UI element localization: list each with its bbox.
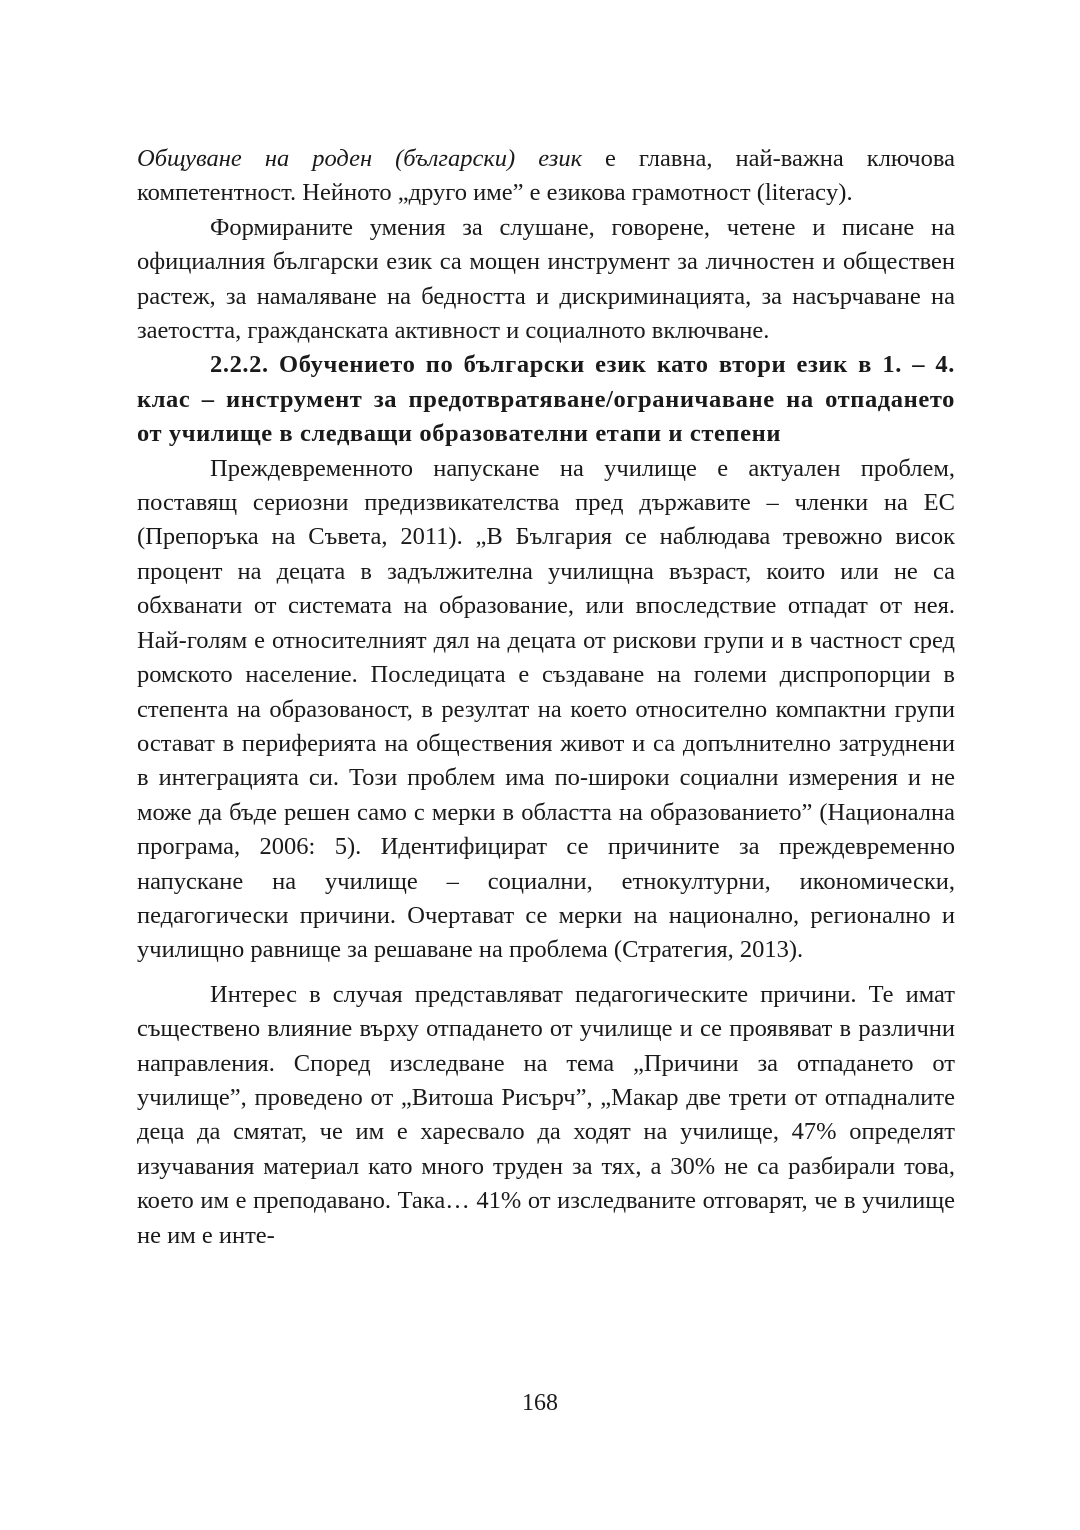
paragraph-intro	[137, 142, 955, 211]
page-number: 168	[522, 1390, 558, 1416]
page-body	[137, 142, 955, 1253]
italic-term: Общуване на роден (български) език	[137, 145, 583, 172]
paragraph-pedagogical-causes: Интерес в случая представляват педагогическите причини. Те имат съществено влияние върху отпадането от училище и се проявяват в различни направления. Според изследване на тема „Причини за отпадането от училище”, проведено от „Витоша Рисърч”, „Макар две трети от отпадналите деца да смятат, че им е харесвало да ходят на училище, 47% определят изучавания материал като много труден за тях, а 30% не са разбирали това, което им е преподавано. Така… 41% от изследваните отговарят, че в училище не им е инте-	[137, 980, 955, 1249]
paragraph-intro-text: е главна, най-важна ключова компетентност. Нейното „друго име” е езикова грамотност (literacy).	[137, 145, 955, 207]
section-heading: 2.2.2. Обучението по български език като втори език в 1. – 4. клас – инструмент за предотвратяване/ограничаване на отпадането от училище в следващи образователни етапи и степени	[137, 351, 955, 448]
paragraph-early-leaving: Преждевременното напускане на училище е актуален проблем, поставящ сериозни предизвикателства пред държавите – членки на ЕС (Препоръка на Съвета, 2011). „В България се наблюдава тревожно висок процент на децата в задължителна училищна възраст, които или не са обхванати от системата на образование, или впоследствие отпадат от нея. Най-голям е относителният дял на децата от рискови групи и в частност сред ромското население. Последицата е създаване на големи диспропорции в степента на образованост, в резултат на което относително компактни групи остават в периферията на обществения живот и са допълнително затруднени в интеграцията си. Този проблем има по-широки социални измерения и не може да бъде решен само с мерки в областта на образованието” (Национална програма, 2006: 5). Идентифицират се причините за преждевременно напускане на училище – социални, етнокултурни, икономически, педагогически причини. Очертават се мерки на национално, регионално и училищно равнище за решаване на проблема (Стратегия, 2013).	[137, 454, 955, 964]
paragraph-skills: Формираните умения за слушане, говорене, четене и писане на официалния български език са мощен инструмент за личностен и обществен растеж, за намаляване на бедността и дискриминацията, за насърчаване на заетостта, гражданската активност и социалното включване.	[137, 213, 955, 345]
